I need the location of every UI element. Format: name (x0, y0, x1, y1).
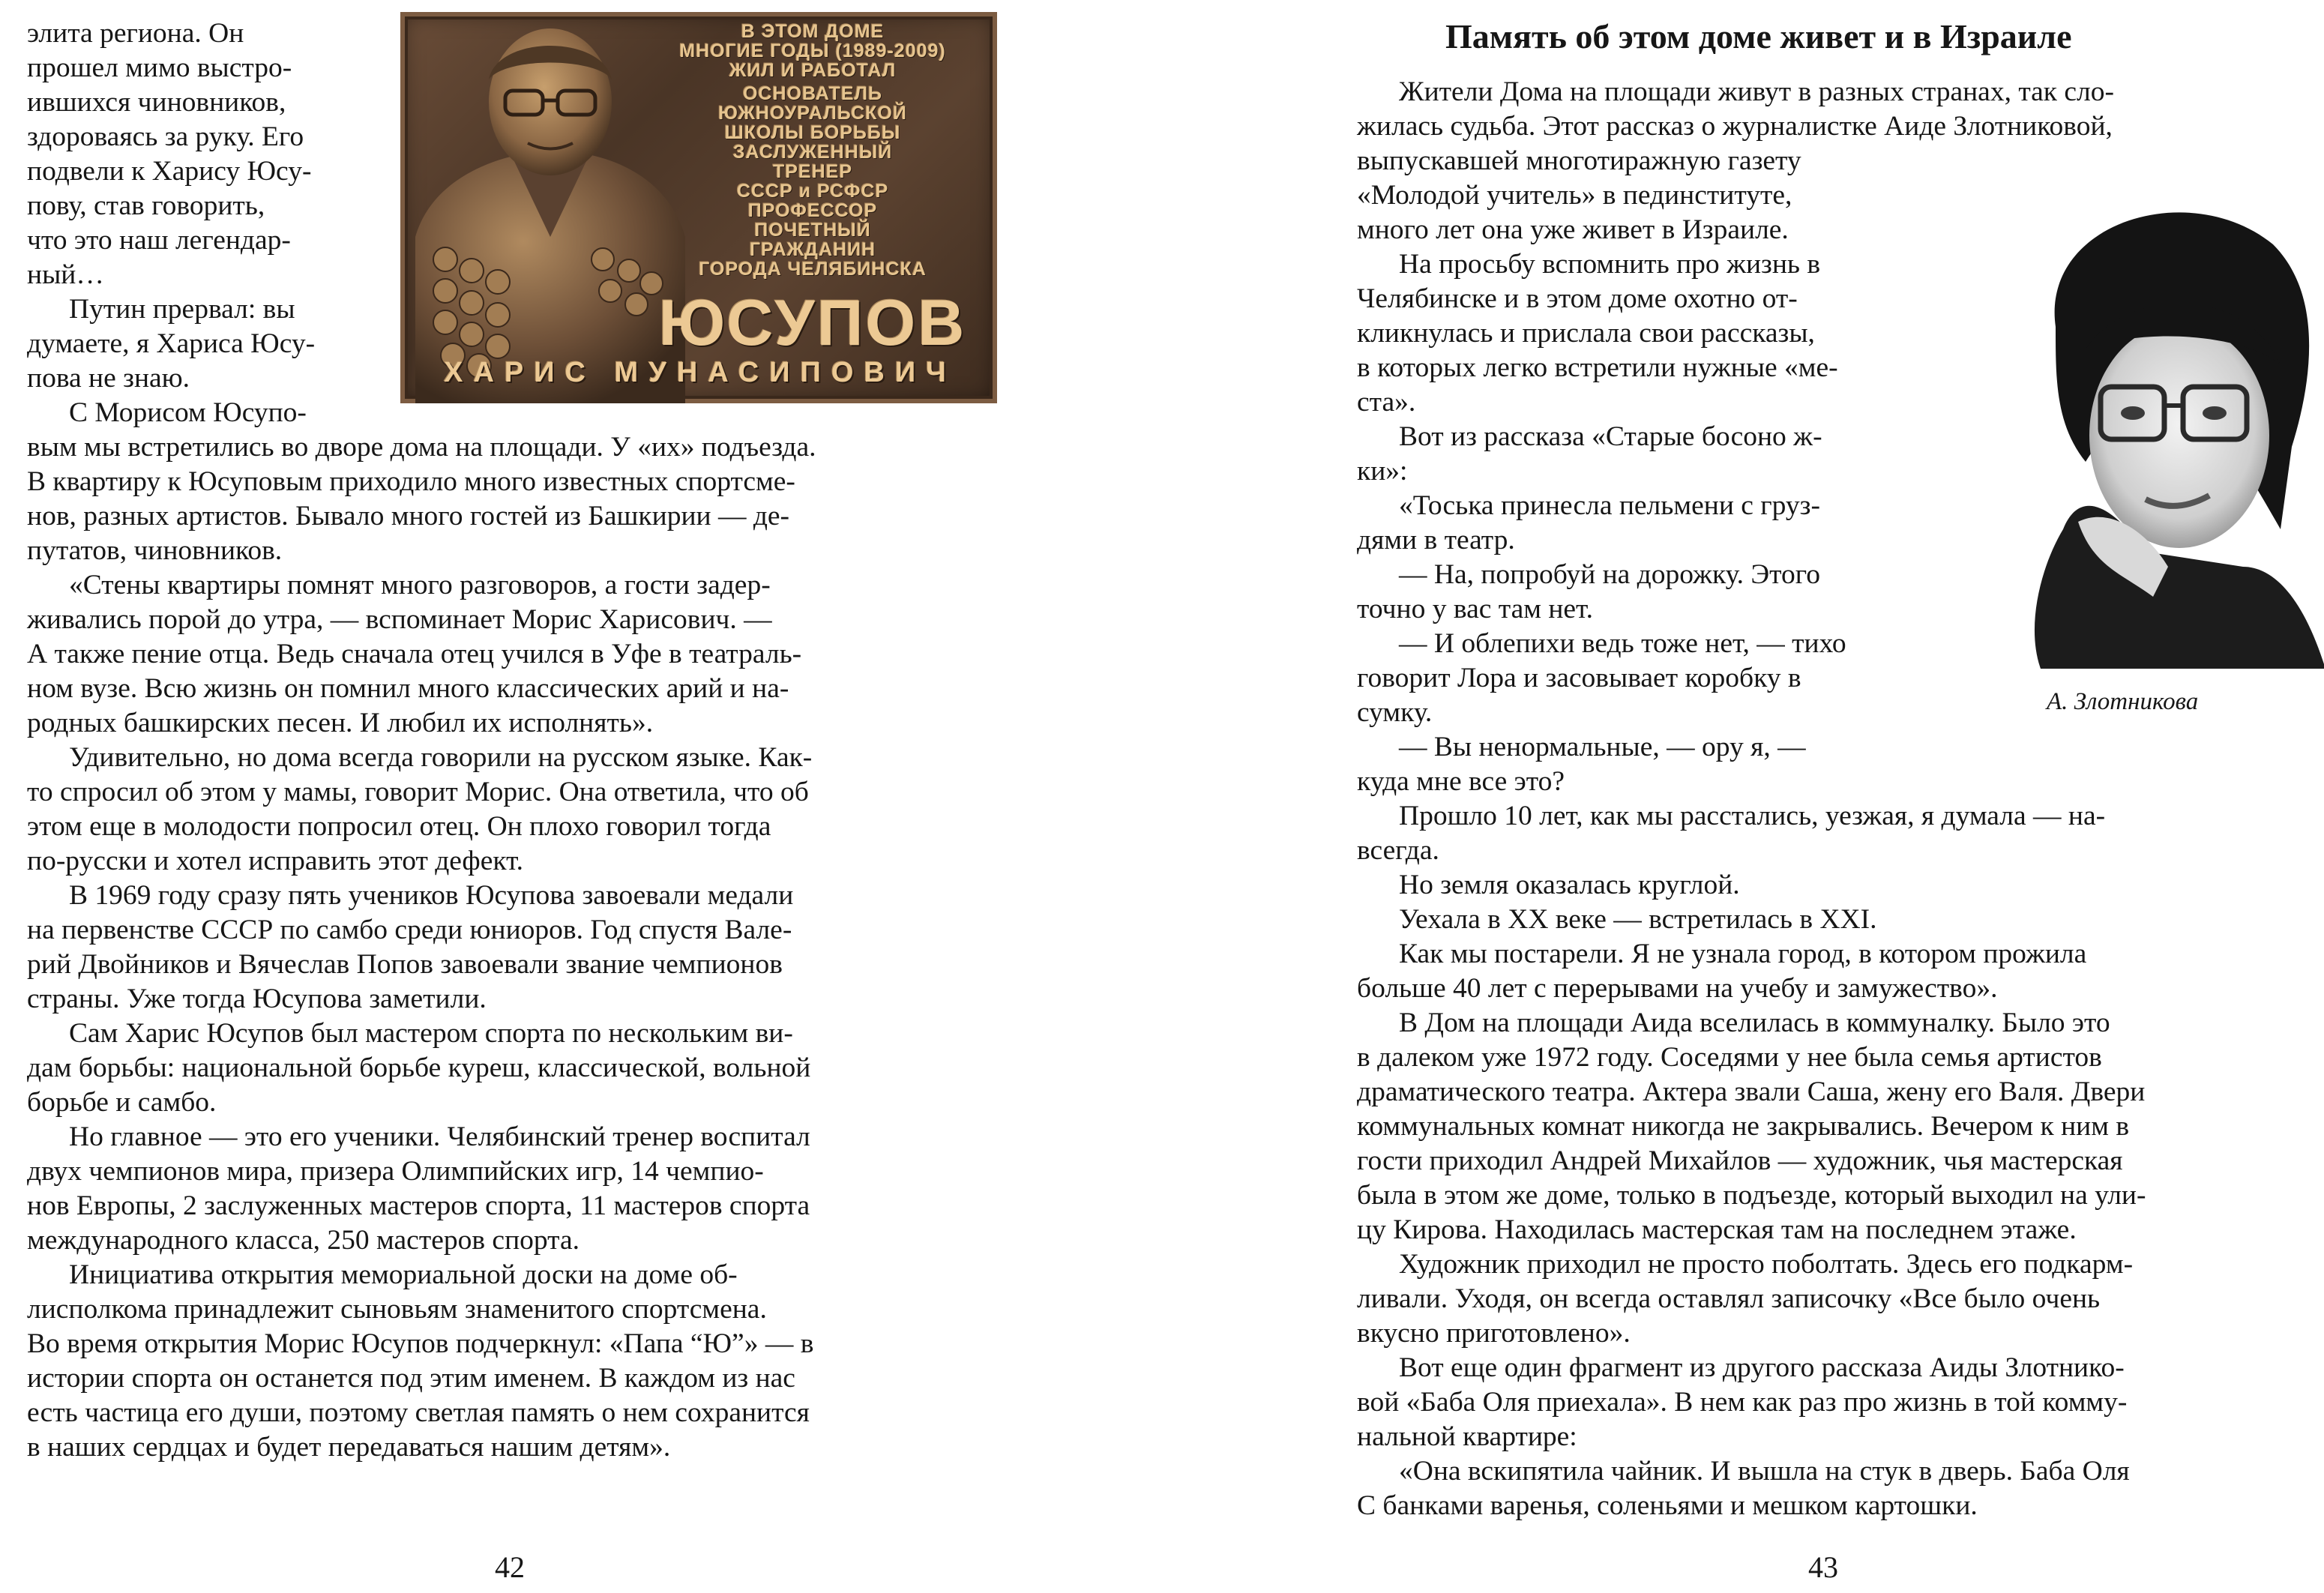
text-line: родных башкирских песен. И любил их исполнять». (27, 708, 654, 738)
text-line: подвели к Харису Юсу- (27, 156, 312, 187)
plaque-line: ЗАСЛУЖЕННЫЙ (732, 142, 893, 163)
plaque-line: ГОРОДА ЧЕЛЯБИНСКА (699, 259, 927, 280)
text-line: Путин прервал: вы (69, 294, 295, 325)
text-line: нальной квартире: (1357, 1421, 1577, 1452)
plaque-line: ПОЧЕТНЫЙ (754, 220, 871, 241)
text-line: Как мы постарели. Я не узнала город, в котором прожила (1399, 939, 2087, 969)
text-line: ста». (1357, 387, 1416, 418)
text-line: то спросил об этом у мамы, говорит Морис. Она ответила, что об (27, 777, 809, 807)
portrait-photo (1996, 177, 2324, 669)
text-line: вкусно приготовлено». (1357, 1318, 1631, 1349)
text-line: «Стены квартиры помнят много разговоров, а гости задер- (69, 570, 771, 600)
text-line: думаете, я Хариса Юсу- (27, 328, 316, 359)
text-line: борьбе и самбо. (27, 1087, 217, 1118)
plaque-line: ТРЕНЕР (772, 161, 853, 182)
text-line: — Вы ненормальные, — ору я, — (1399, 732, 1806, 762)
plaque-line: ЖИЛ И РАБОТАЛ (729, 60, 897, 81)
text-line: Инициатива открытия мемориальной доски на доме об- (69, 1259, 738, 1290)
text-line: ившихся чиновников, (27, 87, 286, 118)
text-line: ный… (27, 259, 104, 290)
text-line: этом еще в молодости попросил отец. Он плохо говорил тогда (27, 811, 771, 842)
text-line: Жители Дома на площади живут в разных странах, так сло- (1399, 76, 2114, 107)
text-line: «Она вскипятила чайник. И вышла на стук в дверь. Баба Оля (1399, 1456, 2130, 1487)
text-line: Прошло 10 лет, как мы расстались, уезжая, я думала — на- (1399, 801, 2106, 831)
text-line: здороваясь за руку. Его (27, 121, 304, 152)
text-line: Но главное — это его ученики. Челябинский тренер воспитал (69, 1121, 810, 1152)
article-title: Память об этом доме живет и в Израиле (1445, 17, 2072, 55)
text-line: Удивительно, но дома всегда говорили на русском языке. Как- (69, 742, 813, 773)
text-line: «Тоська принесла пельмени с груз- (1399, 490, 1820, 521)
text-line: жилась судьба. Этот рассказ о журналистке Аиде Злотниковой, (1357, 111, 2113, 142)
text-line: истории спорта он останется под этим именем. В каждом из нас (27, 1363, 795, 1394)
text-line: живались порой до утра, — вспоминает Морис Харисович. — (27, 604, 772, 635)
memorial-plaque (400, 12, 997, 403)
text-line: много лет она уже живет в Израиле. (1357, 214, 1789, 245)
plaque-surname: ЮСУПОВ (658, 287, 967, 359)
text-line: А также пение отца. Ведь сначала отец учился в Уфе в театраль- (27, 639, 802, 669)
text-line: всегда. (1357, 835, 1439, 866)
text-line: — На, попробуй на дорожку. Этого (1399, 559, 1821, 590)
page-number: 43 (1808, 1550, 1838, 1584)
text-line: ки»: (1357, 456, 1408, 487)
text-line: Сам Харис Юсупов был мастером спорта по нескольким ви- (69, 1018, 793, 1049)
text-line: дями в театр. (1357, 525, 1515, 555)
text-line: «Молодой учитель» в пединституте, (1357, 180, 1792, 211)
text-line: рий Двойников и Вячеслав Попов завоевали звание чемпионов (27, 949, 783, 980)
text-line: ливали. Уходя, он всегда оставлял записочку «Все было очень (1357, 1283, 2101, 1314)
plaque-line: ШКОЛЫ БОРЬБЫ (724, 122, 901, 143)
text-line: Вот из рассказа «Старые босоно ж- (1399, 421, 1822, 452)
text-line: точно у вас там нет. (1357, 594, 1593, 624)
text-line: Во время открытия Морис Юсупов подчеркнул: «Папа “Ю”» — в (27, 1328, 814, 1359)
text-line: Уехала в XX веке — встретилась в XXI. (1399, 904, 1877, 935)
photo-caption: А. Злотникова (2047, 688, 2199, 715)
plaque-line: ПРОФЕССОР (747, 200, 878, 221)
text-line: Вот еще один фрагмент из другого рассказа Аиды Злотнико- (1399, 1352, 2125, 1383)
text-line: нов, разных артистов. Бывало много гостей из Башкирии — де- (27, 501, 790, 531)
text-line: больше 40 лет с перерывами на учебу и замужество». (1357, 973, 1998, 1004)
text-line: сумку. (1357, 697, 1433, 728)
plaque-line: ОСНОВАТЕЛЬ (742, 83, 883, 104)
text-line: двух чемпионов мира, призера Олимпийских игр, 14 чемпио- (27, 1156, 764, 1187)
text-line: вой «Баба Оля приехала». В нем как раз про жизнь в той комму- (1357, 1387, 2128, 1418)
text-line: по-русски и хотел исправить этот дефект. (27, 846, 524, 876)
text-line: в которых легко встретили нужные «ме- (1357, 352, 1838, 383)
text-line: международного класса, 250 мастеров спорта. (27, 1225, 580, 1256)
text-line: говорит Лора и засовывает коробку в (1357, 663, 1801, 693)
text-line: В квартиру к Юсуповым приходило много известных спортсме- (27, 466, 795, 497)
text-line: гости приходил Андрей Михайлов — художник, чья мастерская (1357, 1145, 2123, 1176)
text-line: что это наш легендар- (27, 225, 291, 256)
page-number: 42 (495, 1550, 525, 1584)
text-line: Челябинске и в этом доме охотно от- (1357, 283, 1798, 314)
plaque-line: СССР и РСФСР (736, 181, 889, 202)
text-line: путатов, чиновников. (27, 535, 283, 566)
text-line: выпускавшей многотиражную газету (1357, 145, 1801, 176)
text-line: кликнулась и прислала свои рассказы, (1357, 318, 1815, 349)
text-line: ном вузе. Всю жизнь он помнил много классических арий и на- (27, 673, 789, 704)
text-line: С Морисом Юсупо- (69, 397, 307, 428)
plaque-full-name: ХАРИС МУНАСИПОВИЧ (444, 357, 957, 388)
text-line: прошел мимо выстро- (27, 52, 292, 83)
text-line: нов Европы, 2 заслуженных мастеров спорта, 11 мастеров спорта (27, 1190, 810, 1221)
text-line: на первенстве СССР по самбо среди юниоров. Год спустя Вале- (27, 915, 792, 945)
text-line: цу Кирова. Находилась мастерская там на последнем этаже. (1357, 1214, 2077, 1245)
text-line: В 1969 году сразу пять учеников Юсупова завоевали медали (69, 880, 794, 911)
text-line: На просьбу вспомнить про жизнь в (1399, 249, 1821, 280)
text-line: элита региона. Он (27, 18, 244, 49)
right-page (1162, 0, 2324, 1593)
text-line: куда мне все это? (1357, 766, 1565, 797)
text-line: Художник приходил не просто поболтать. Здесь его подкарм- (1399, 1249, 2134, 1280)
text-line: Но земля оказалась круглой. (1399, 870, 1740, 900)
text-line: коммунальных комнат никогда не закрывались. Вечером к ним в (1357, 1111, 2130, 1142)
plaque-line: МНОГИЕ ГОДЫ (1989-2009) (679, 40, 946, 61)
text-line: пова не знаю. (27, 363, 190, 394)
text-line: В Дом на площади Аида вселилась в коммуналку. Было это (1399, 1008, 2110, 1038)
text-line: С банками варенья, соленьями и мешком картошки. (1357, 1490, 1978, 1521)
text-line: страны. Уже тогда Юсупова заметили. (27, 984, 487, 1014)
text-line: драматического театра. Актера звали Саша, жену его Валя. Двери (1357, 1076, 2146, 1107)
text-line: в наших сердцах и будет передаваться нашим детям». (27, 1432, 671, 1463)
text-line: — И облепихи ведь тоже нет, — тихо (1399, 628, 1846, 659)
plaque-line: ГРАЖДАНИН (749, 239, 876, 260)
woman-portrait-icon (1996, 177, 2324, 669)
text-line: дам борьбы: национальной борьбе куреш, классической, вольной (27, 1053, 811, 1083)
text-line: в далеком уже 1972 году. Соседями у нее была семья артистов (1357, 1042, 2102, 1073)
plaque-line: ЮЖНОУРАЛЬСКОЙ (718, 103, 907, 124)
plaque-line: В ЭТОМ ДОМЕ (741, 21, 885, 42)
text-line: была в этом же доме, только в подъезде, который выходил на ули- (1357, 1180, 2146, 1211)
text-line: вым мы встретились во дворе дома на площади. У «их» подъезда. (27, 432, 816, 463)
text-line: лисполкома принадлежит сыновьям знаменитого спортсмена. (27, 1294, 767, 1325)
text-line: есть частица его души, поэтому светлая память о нем сохранится (27, 1397, 810, 1428)
text-line: пову, став говорить, (27, 190, 265, 221)
